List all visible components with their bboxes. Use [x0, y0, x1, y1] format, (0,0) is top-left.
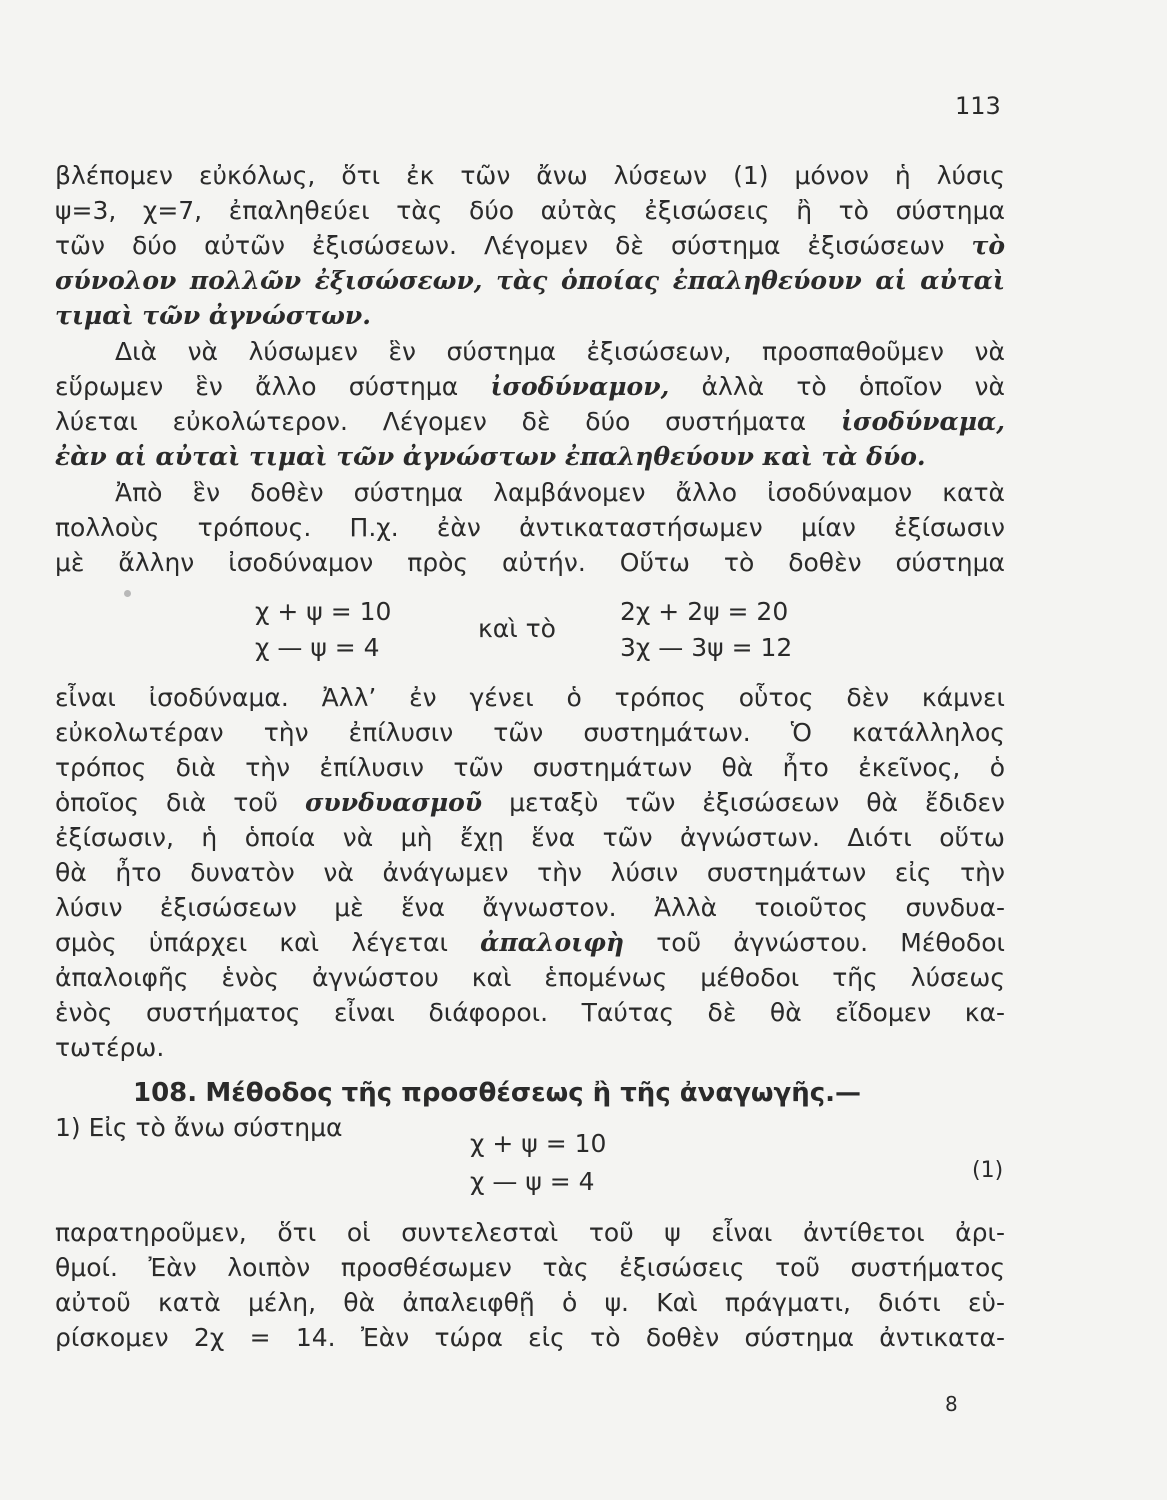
text-line: ρίσκομεν 2χ = 14. Ἐὰν τώρα εἰς τὸ δοθὲν σύστημα ἀντικατα-: [55, 1323, 1005, 1352]
text-line: [55, 785, 1005, 820]
text-line: [55, 925, 1005, 960]
equation: 2χ + 2ψ = 20: [620, 597, 789, 626]
emphasis-text: τὸ: [971, 231, 1005, 260]
page-number: 113: [955, 92, 1001, 120]
text-line: ψ=3, χ=7, ἐπαληθεύει τὰς δύο αὐτὰς ἐξισώσεις ἢ τὸ σύστημα: [55, 196, 1005, 225]
text-line: θὰ ἦτο δυνατὸν νὰ ἀνάγωμεν τὴν λύσιν συστημάτων εἰς τὴν: [55, 858, 1005, 887]
equation: χ + ψ = 10: [470, 1129, 607, 1158]
connector-text: καὶ τὸ: [478, 614, 556, 643]
text-line: [55, 228, 1005, 263]
section-number: 108.: [133, 1078, 198, 1108]
emphasis-text: ἰσοδύναμα,: [840, 407, 1005, 436]
text-line: πολλοὺς τρόπους. Π.χ. ἐὰν ἀντικαταστήσωμεν μίαν ἐξίσωσιν: [55, 513, 1005, 542]
text-line: βλέπομεν εὐκόλως, ὅτι ἐκ τῶν ἄνω λύσεων (1) μόνον ἡ λύσις: [55, 161, 1005, 190]
text-span: τῶν δύο αὐτῶν ἐξισώσεων. Λέγομεν δὲ σύστημα ἐξισώσεων: [55, 231, 945, 260]
section-heading: [55, 1076, 1005, 1111]
equation-system-a: [255, 594, 391, 666]
text-line: τρόπος διὰ τὴν ἐπίλυσιν τῶν συστημάτων θὰ ἦτο ἐκεῖνος, ὁ: [55, 753, 1005, 782]
text-span: μεταξὺ τῶν ἐξισώσεων θὰ ἔδιδεν: [509, 788, 1005, 817]
text-line: ἐξίσωσιν, ἡ ὁποία νὰ μὴ ἔχῃ ἕνα τῶν ἀγνώστων. Διότι οὕτω: [55, 823, 1005, 852]
paragraph-3: [55, 475, 1005, 580]
text-line: ἀπαλοιφῆς ἑνὸς ἀγνώστου καὶ ἑπομένως μέθοδοι τῆς λύσεως: [55, 963, 1005, 992]
text-line: μὲ ἄλλην ἰσοδύναμον πρὸς αὐτήν. Οὕτω τὸ δοθὲν σύστημα: [55, 548, 1005, 577]
text-line: εἶναι ἰσοδύναμα. Ἀλλ’ ἐν γένει ὁ τρόπος οὗτος δὲν κάμνει: [55, 683, 1005, 712]
equation: χ — ψ = 4: [255, 633, 380, 662]
equation-system-c: [470, 1125, 606, 1201]
text-line: παρατηροῦμεν, ὅτι οἱ συντελεσταὶ τοῦ ψ εἶναι ἀντίθετοι ἀρι-: [55, 1218, 1005, 1247]
text-span: εὕρωμεν ἓν ἄλλο σύστημα: [55, 372, 459, 401]
text-line: [55, 369, 1005, 404]
heading-line: [55, 1076, 1005, 1111]
equation-system-b: [620, 594, 792, 666]
text-line: λύσιν ἐξισώσεων μὲ ἕνα ἄγνωστον. Ἀλλὰ τοιοῦτος συνδυα-: [55, 893, 1005, 922]
paragraph-1: [55, 158, 1005, 333]
definition-text: ἐὰν αἱ αὐταὶ τιμαὶ τῶν ἀγνώστων ἐπαληθεύουν καὶ τὰ δύο.: [55, 442, 926, 471]
section-title: Μέθοδος τῆς προσθέσεως ἢ τῆς ἀναγωγῆς.—: [205, 1078, 862, 1108]
text-line: 1) Εἰς τὸ ἄνω σύστημα: [55, 1113, 343, 1142]
text-line: Ἀπὸ ἓν δοθὲν σύστημα λαμβάνομεν ἄλλο ἰσοδύναμον κατὰ: [115, 478, 1005, 507]
equation-number: (1): [972, 1158, 1004, 1183]
equation: 3χ — 3ψ = 12: [620, 633, 793, 662]
scan-speck: [124, 590, 131, 597]
text-line: αὐτοῦ κατὰ μέλη, θὰ ἀπαλειφθῇ ὁ ψ. Καὶ πράγματι, διότι εὑ-: [55, 1288, 1005, 1317]
paragraph-4: [55, 680, 1005, 1065]
paragraph-2: [55, 334, 1005, 474]
text-span: ἀλλὰ τὸ ὁποῖον νὰ: [701, 372, 1005, 401]
signature-mark: 8: [945, 1392, 958, 1416]
text-line: θμοί. Ἐὰν λοιπὸν προσθέσωμεν τὰς ἐξισώσεις τοῦ συστήματος: [55, 1253, 1005, 1282]
paragraph-5: [55, 1215, 1005, 1355]
text-line: ἑνὸς συστήματος εἶναι διάφοροι. Ταύτας δὲ θὰ εἴδομεν κα-: [55, 998, 1005, 1027]
text-line: [55, 404, 1005, 439]
emphasis-text: ἰσοδύναμον,: [490, 372, 670, 401]
text-span: ὁποῖος διὰ τοῦ: [55, 788, 279, 817]
text-span: σμὸς ὑπάρχει καὶ λέγεται: [55, 928, 448, 957]
definition-text: τιμαὶ τῶν ἀγνώστων.: [55, 301, 371, 330]
emphasis-text: συνδυασμοῦ: [305, 788, 483, 817]
text-line: τωτέρω.: [55, 1033, 165, 1062]
equation: χ — ψ = 4: [470, 1167, 595, 1196]
text-line: Διὰ νὰ λύσωμεν ἓν σύστημα ἐξισώσεων, προσπαθοῦμεν νὰ: [115, 337, 1005, 366]
definition-text: σύνολον πολλῶν ἐξισώσεων, τὰς ὁποίας ἐπαληθεύουν αἱ αὐταὶ: [55, 266, 1005, 295]
emphasis-text: ἀπαλοιφὴ: [480, 928, 625, 957]
text-span: τοῦ ἀγνώστου. Μέθοδοι: [656, 928, 1005, 957]
text-span: λύεται εὐκολώτερον. Λέγομεν δὲ δύο συστήματα: [55, 407, 807, 436]
text-line: εὐκολωτέραν τὴν ἐπίλυσιν τῶν συστημάτων. Ὁ κατάλληλος: [55, 718, 1005, 747]
equation: χ + ψ = 10: [255, 597, 392, 626]
